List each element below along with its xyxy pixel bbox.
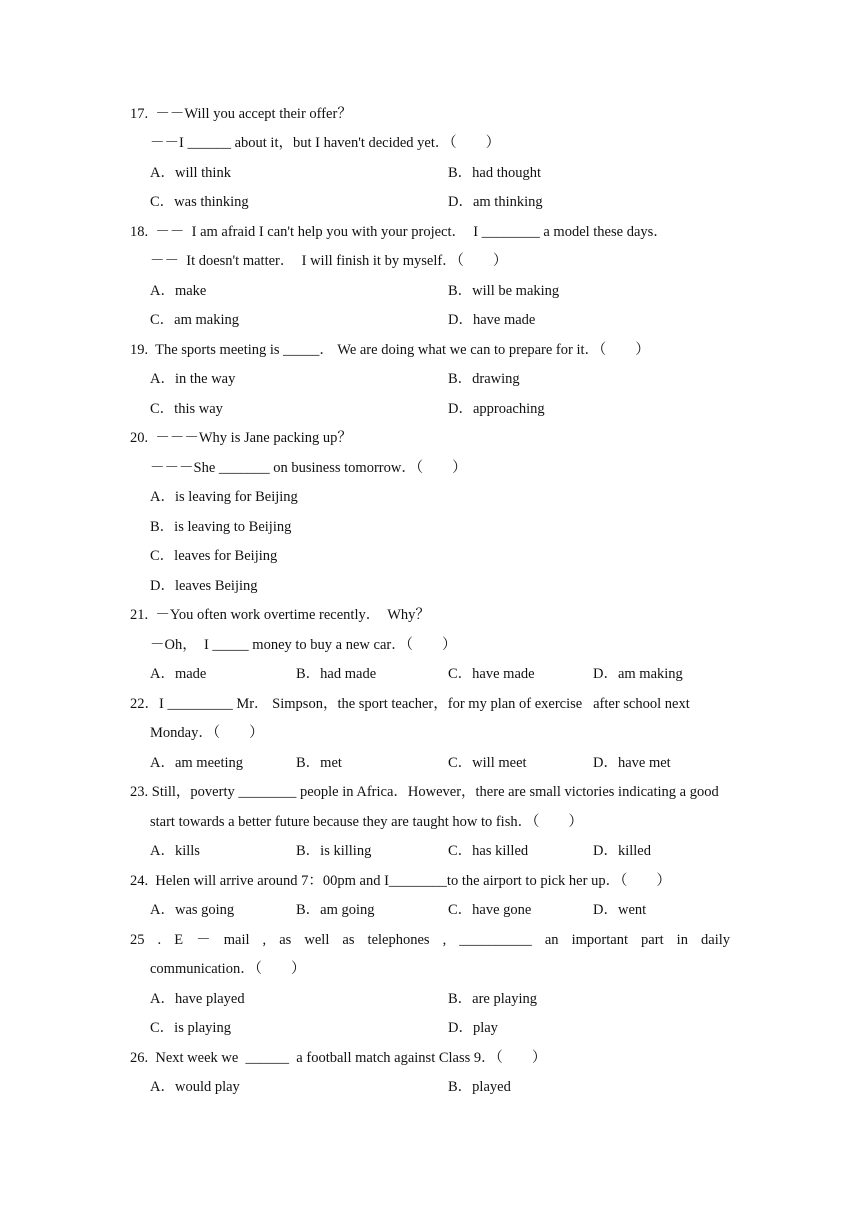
q20-option-b[interactable]: B．is leaving to Beijing bbox=[150, 519, 292, 535]
q23-option-a[interactable]: A．kills bbox=[150, 843, 200, 859]
q24-option-d[interactable]: D．went bbox=[593, 902, 647, 918]
q24-option-a[interactable]: A．was going bbox=[150, 902, 235, 918]
q17-option-c[interactable]: C．was thinking bbox=[150, 194, 249, 210]
q17-option-a[interactable]: A．will think bbox=[150, 165, 231, 181]
question-20-answer-line: －－－She _______ on business tomorrow．（ ） bbox=[150, 460, 467, 476]
q18-option-b[interactable]: B．will be making bbox=[448, 283, 560, 299]
q19-option-a[interactable]: A．in the way bbox=[150, 371, 236, 387]
q23-option-b[interactable]: B．is killing bbox=[296, 843, 372, 859]
q19-option-b[interactable]: B．drawing bbox=[448, 371, 520, 387]
q19-option-d[interactable]: D．approaching bbox=[448, 401, 545, 417]
q24-option-b[interactable]: B．am going bbox=[296, 902, 375, 918]
question-18-stem: 18. －－ I am afraid I can't help you with your project． I ________ a model these days． bbox=[130, 224, 668, 240]
question-19-stem: 19. The sports meeting is _____． We are doing what we can to prepare for it．（ ） bbox=[130, 342, 650, 358]
q21-option-a[interactable]: A．made bbox=[150, 666, 207, 682]
q22-option-c[interactable]: C．will meet bbox=[448, 755, 527, 771]
q18-option-a[interactable]: A．make bbox=[150, 283, 207, 299]
q17-option-b[interactable]: B．had thought bbox=[448, 165, 542, 181]
q20-option-c[interactable]: C．leaves for Beijing bbox=[150, 548, 278, 564]
q19-option-c[interactable]: C．this way bbox=[150, 401, 223, 417]
question-23-stem: 23. Still，poverty ________ people in Africa．However，there are small victories indicating a good bbox=[130, 784, 719, 800]
q18-option-d[interactable]: D．have made bbox=[448, 312, 536, 328]
q23-option-d[interactable]: D．killed bbox=[593, 843, 651, 859]
q23-option-c[interactable]: C．has killed bbox=[448, 843, 529, 859]
question-21-stem: 21. －You often work overtime recently． Why？ bbox=[130, 607, 430, 623]
q25-option-d[interactable]: D．play bbox=[448, 1020, 498, 1036]
q24-option-c[interactable]: C．have gone bbox=[448, 902, 532, 918]
q22-option-d[interactable]: D．have met bbox=[593, 755, 671, 771]
question-24-stem: 24. Helen will arrive around 7：00pm and I________to the airport to pick her up．（ ） bbox=[130, 873, 671, 889]
q17-option-d[interactable]: D．am thinking bbox=[448, 194, 543, 210]
question-22-stem-continued: Monday．（ ） bbox=[150, 725, 264, 741]
q25-option-b[interactable]: B．are playing bbox=[448, 991, 537, 1007]
q20-option-a[interactable]: A．is leaving for Beijing bbox=[150, 489, 298, 505]
q25-option-c[interactable]: C．is playing bbox=[150, 1020, 231, 1036]
question-25-stem-continued: communication．（ ） bbox=[150, 961, 306, 977]
question-17-answer-line: －－I ______ about it，but I haven't decided yet．（ ） bbox=[150, 135, 501, 151]
q21-option-b[interactable]: B．had made bbox=[296, 666, 377, 682]
question-18-answer-line: －－ It doesn't matter． I will finish it by myself．（ ） bbox=[150, 253, 508, 269]
question-26-stem: 26. Next week we ______ a football match against Class 9．（ ） bbox=[130, 1050, 547, 1066]
question-20-stem: 20. －－－Why is Jane packing up？ bbox=[130, 430, 352, 446]
q22-option-b[interactable]: B．met bbox=[296, 755, 342, 771]
q26-option-a[interactable]: A．would play bbox=[150, 1079, 240, 1095]
question-21-answer-line: －Oh， I _____ money to buy a new car．（ ） bbox=[150, 637, 457, 653]
question-17-stem: 17. －－Will you accept their offer？ bbox=[130, 106, 352, 122]
q25-option-a[interactable]: A．have played bbox=[150, 991, 245, 1007]
q26-option-b[interactable]: B．played bbox=[448, 1079, 511, 1095]
q21-option-d[interactable]: D．am making bbox=[593, 666, 683, 682]
q20-option-d[interactable]: D．leaves Beijing bbox=[150, 578, 258, 594]
q18-option-c[interactable]: C．am making bbox=[150, 312, 240, 328]
question-23-stem-continued: start towards a better future because they are taught how to fish．（ ） bbox=[150, 814, 583, 830]
q22-option-a[interactable]: A．am meeting bbox=[150, 755, 244, 771]
question-25-stem: 25 . E － mail , as well as telephones , __________ an important part in daily bbox=[130, 932, 730, 948]
question-22-stem: 22．I _________ Mr． Simpson，the sport teacher，for my plan of exercise after school next bbox=[130, 696, 690, 712]
q21-option-c[interactable]: C．have made bbox=[448, 666, 535, 682]
